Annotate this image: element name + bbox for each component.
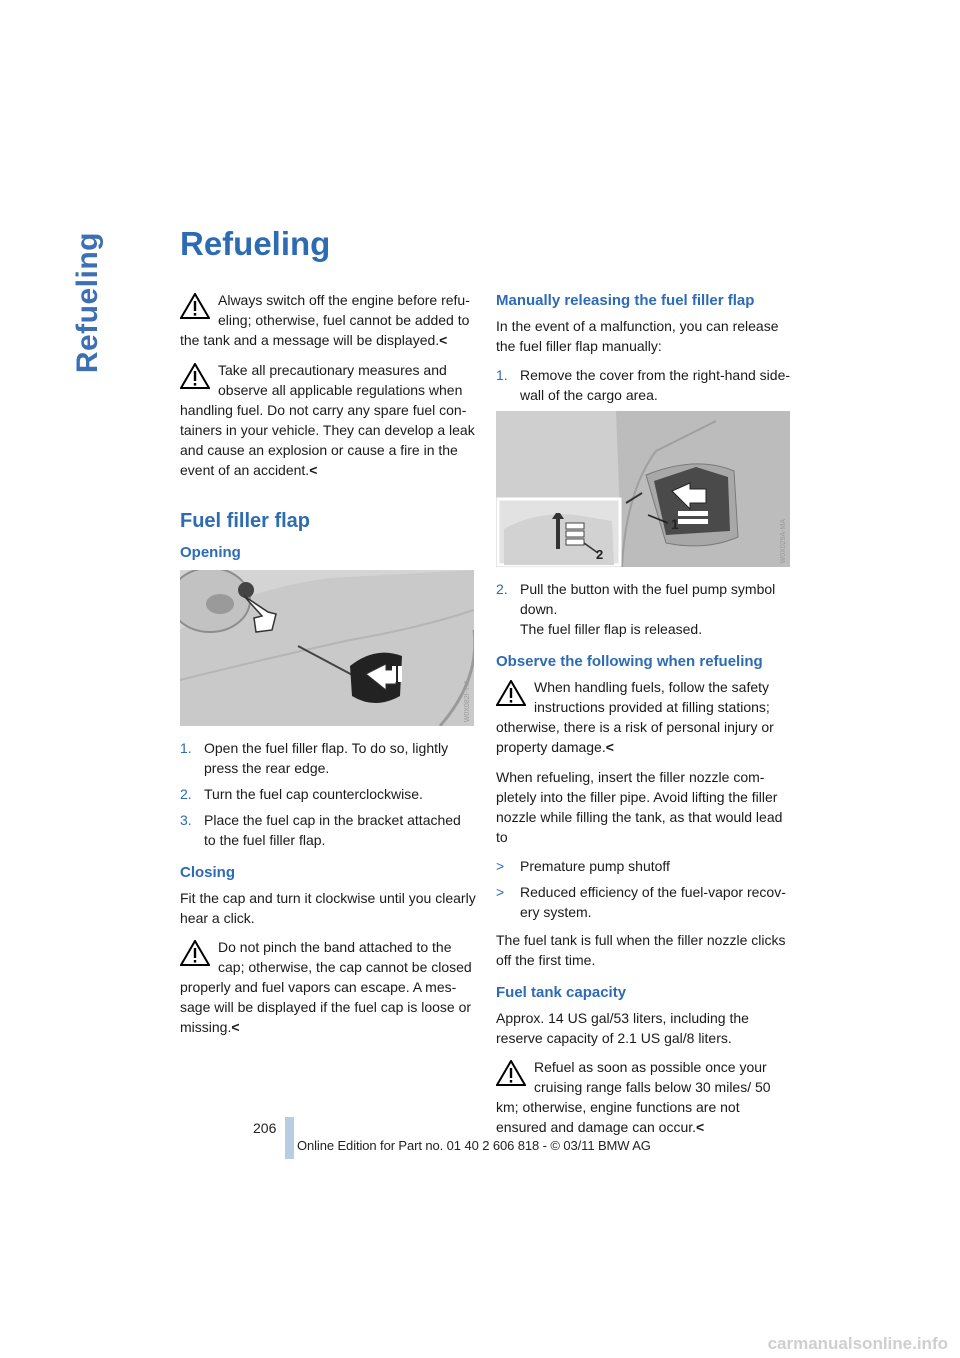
- observe-text-1: When refueling, insert the filler nozzle completely into the filler pipe. Avoid lifting the filler nozzle while filling the tank, as that would lead to: [496, 769, 783, 845]
- section-heading-fuel-filler-flap: Fuel filler flap: [180, 510, 311, 532]
- subheading-observe: Observe the following when refueling: [496, 653, 763, 670]
- bullet-text: Reduced efficiency of the fuel-vapor recovery system.: [520, 884, 786, 920]
- cargo-area-illustration: [496, 411, 790, 567]
- subheading-capacity: Fuel tank capacity: [496, 984, 627, 1001]
- step-number: 3.: [180, 812, 192, 828]
- bullet-mark: >: [496, 884, 505, 900]
- subheading-closing: Closing: [180, 864, 235, 881]
- step-subtext: The fuel filler flap is released.: [520, 621, 703, 637]
- step-number: 2.: [496, 581, 508, 597]
- end-mark: <: [309, 462, 318, 478]
- step-text: Place the fuel cap in the bracket attached to the fuel filler flap.: [204, 812, 461, 848]
- warning-block: [496, 677, 792, 757]
- observe-bullets: [496, 856, 792, 922]
- warning-triangle-icon: [180, 940, 210, 966]
- warning-text: When handling fuels, follow the safety instructions provided at filling stations; otherwise, there is a risk of personal injury or property damage.: [496, 679, 774, 755]
- list-item: [496, 882, 792, 922]
- left-column: [180, 290, 476, 1047]
- end-mark: <: [605, 739, 614, 755]
- warning-block: [180, 937, 476, 1037]
- cargo-area-figure: [496, 411, 790, 567]
- callout-1: 1: [671, 516, 679, 532]
- warning-block: [180, 360, 476, 480]
- figure-code: W0X029A-MA: [780, 518, 787, 563]
- figure-code: W0X082I-TM: [464, 680, 471, 722]
- subheading-manual-release: Manually releasing the fuel filler flap: [496, 292, 755, 309]
- list-item: [496, 365, 792, 405]
- end-mark: <: [696, 1119, 705, 1135]
- end-mark: <: [439, 332, 448, 348]
- warning-triangle-icon: [180, 293, 210, 319]
- manual-release-intro: In the event of a malfunction, you can release the fuel filler flap manually:: [496, 318, 779, 354]
- warning-triangle-icon: [496, 680, 526, 706]
- footer-bar: [285, 1117, 294, 1159]
- subheading-opening: Opening: [180, 544, 241, 561]
- fuel-flap-illustration: [180, 570, 474, 726]
- warning-text: Do not pinch the band attached to the cap; otherwise, the cap cannot be closed properly and fuel vapors can escape. A message will be displayed if the fuel cap is loose or missing.: [180, 939, 472, 1035]
- warning-block: [496, 1057, 792, 1137]
- observe-text-2: The fuel tank is full when the filler nozzle clicks off the first time.: [496, 932, 786, 968]
- list-item: [496, 579, 792, 639]
- right-column: [496, 290, 792, 1147]
- page-title: Refueling: [180, 225, 331, 262]
- closing-text: Fit the cap and turn it clockwise until you clearly hear a click.: [180, 890, 476, 926]
- bullet-text: Premature pump shutoff: [520, 858, 670, 874]
- warning-text: Refuel as soon as possible once your cruising range falls below 30 miles/ 50 km; otherwise, engine functions are not ensured and damage can occur.: [496, 1059, 771, 1135]
- watermark: carmanualsonline.info: [767, 1334, 948, 1353]
- opening-steps: [180, 738, 476, 850]
- fuel-filler-flap-figure: [180, 570, 474, 726]
- footer-text: Online Edition for Part no. 01 40 2 606 818 - © 03/11 BMW AG: [297, 1138, 651, 1153]
- step-text: Pull the button with the fuel pump symbol down.: [520, 581, 776, 617]
- step-number: 1.: [496, 367, 508, 383]
- list-item: [180, 810, 476, 850]
- warning-triangle-icon: [496, 1060, 526, 1086]
- list-item: [496, 856, 792, 876]
- bullet-mark: >: [496, 858, 505, 874]
- page-number: 206: [253, 1120, 277, 1136]
- end-mark: <: [231, 1019, 240, 1035]
- callout-2: 2: [596, 547, 604, 562]
- step-text: Open the fuel filler flap. To do so, lightly press the rear edge.: [204, 740, 449, 776]
- manual-release-steps-2: [496, 579, 792, 639]
- manual-release-steps-1: [496, 365, 792, 405]
- side-tab: Refueling: [71, 232, 104, 374]
- step-text: Remove the cover from the right-hand sidewall of the cargo area.: [520, 367, 791, 403]
- warning-triangle-icon: [180, 363, 210, 389]
- step-number: 2.: [180, 786, 192, 802]
- warning-text: Always switch off the engine before refueling; otherwise, fuel cannot be added to the tank and a message will be displayed.: [180, 292, 470, 348]
- step-text: Turn the fuel cap counterclockwise.: [204, 786, 423, 802]
- step-number: 1.: [180, 740, 192, 756]
- list-item: [180, 784, 476, 804]
- warning-text: Take all precautionary measures and observe all applicable regulations when handling fuel. Do not carry any spare fuel containers in your vehicle. They can develop a leak and cause an explosion or cause a fire in the event of an accident.: [180, 362, 475, 478]
- capacity-text: Approx. 14 US gal/53 liters, including the reserve capacity of 2.1 US gal/8 liters.: [496, 1010, 749, 1046]
- warning-block: [180, 290, 476, 350]
- list-item: [180, 738, 476, 778]
